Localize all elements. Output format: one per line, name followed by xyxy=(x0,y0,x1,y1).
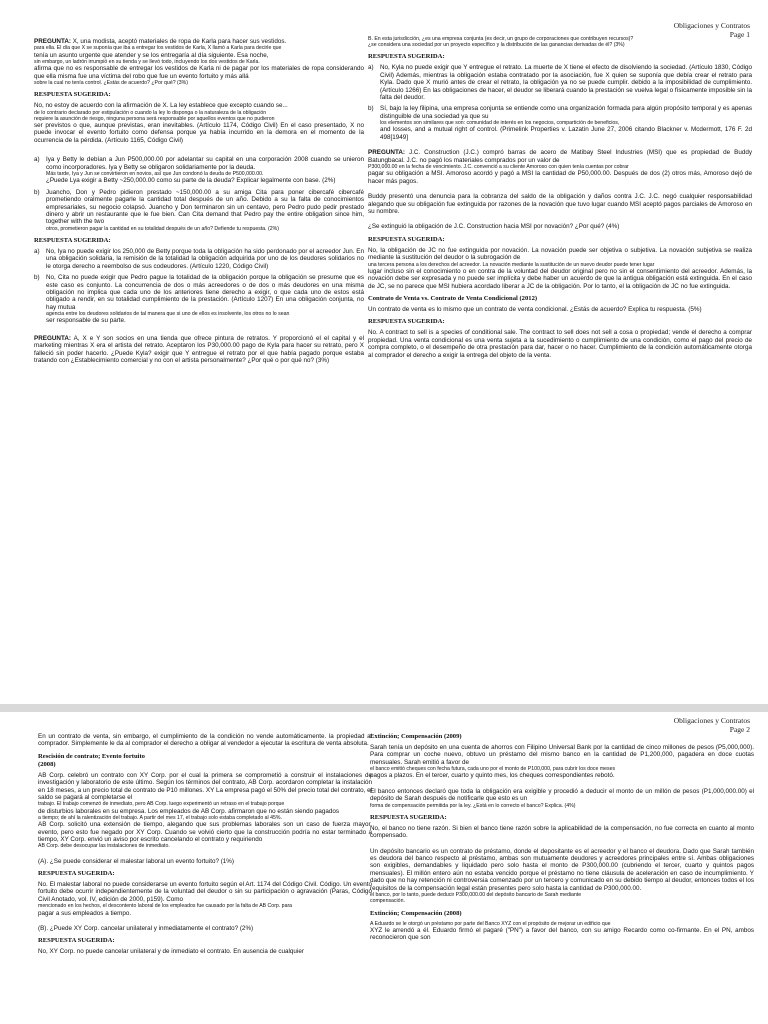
text-line: de disturbios laborales en su empresa. Los empleados de AB Corp. afirmaron que no están siendo pagados xyxy=(38,807,340,815)
left-column xyxy=(34,38,364,702)
text-line: el consentimiento del acreedor. Además, la novación debe ser expresada y no puede ser implícita xyxy=(368,267,752,283)
text-line: quintos pagos mensuales). El millón entero aún no estaba vencido porque el préstamo no tiene xyxy=(370,862,754,877)
text-line: ser responsable de su parte. xyxy=(46,317,126,325)
text-line: ¿se considera una sociedad por un proyecto específico y la distribución de las ganancias derivadas de él? (3%) xyxy=(368,42,625,49)
text-line: o subjetiva. La novación subjetiva se realiza mediante la sustitución del deudor o la subrogación de xyxy=(368,246,752,262)
question-item-a xyxy=(34,156,364,184)
text-line: J.C. Construction (J.C.) compró barras de acero de Matibay Steel Industries (MSI) xyxy=(408,149,663,157)
text-line: No, Cita no puede exigir que Pedro pague la totalidad de la obligación porque la obligación xyxy=(46,274,307,282)
text-line: requiere la asunción de riesgo, ninguna persona será responsable por aquellos eventos que no pudieron xyxy=(34,115,275,122)
text-line: debido a la imposibilidad de cumplimiento. (Artículo 1266) En las obligaciones de hacer, el deudor xyxy=(380,79,752,94)
answer-block xyxy=(34,102,364,144)
answer-heading: RESPUESTA SUGERIDA: xyxy=(368,235,445,243)
question-block xyxy=(368,193,752,215)
text-line: automáticamente otorga al comprador el derecho a exigir la entrega del objeto de la venta. xyxy=(368,344,752,359)
text-line: ser previstos o que, aunque previstas, eran inevitables. (Artículo 1174, Código Civil) En el caso xyxy=(34,122,312,130)
text-line: desempeño de otra prestación para dar, hacer o no hacer. Cumplimiento de la condición xyxy=(432,344,682,352)
text-line: sin un centavo, pero Pedro pudo pedir prestado dinero y abrir un restaurante que le fue bien. xyxy=(46,203,364,218)
question-lead: PREGUNTA: xyxy=(368,149,405,157)
text-line: sobre la cual no tenía control. ¿Estás de acuerdo? ¿Por qué? (3%) xyxy=(34,80,188,87)
text-line: con su amigo Recardo como co-firmante. En el PN, ambos reconocieron que son xyxy=(370,926,754,942)
left-column xyxy=(38,733,372,1024)
text-line: Buddy presentó una denuncia para la cobranza del saldo de la obligación y daños contra xyxy=(368,193,632,201)
text-line: ¿Establecimiento comercial y no con el artista personalmente? ¿Por qué o por qué no? (3%) xyxy=(70,357,330,364)
answer-block xyxy=(368,329,752,359)
answer-heading: RESPUESTA SUGERIDA: xyxy=(34,91,111,99)
item-label: a) xyxy=(368,64,374,72)
answer-heading: RESPUESTA SUGERIDA: xyxy=(34,236,111,244)
header-page-number: Page 2 xyxy=(729,725,750,734)
header-page-number: Page 1 xyxy=(729,30,750,39)
text-line: P300,000.00 en la fecha de vencimiento. J.C. convenció a su cliente Amoroso con quien tenía cuentas por cobrar xyxy=(368,164,629,171)
item-label: b) xyxy=(34,188,40,196)
text-line: perdonado por el acreedor Jun. En una obligación solidaria, la remisión de la totalidad xyxy=(46,247,364,263)
answer-heading: RESPUESTA SUGERIDA: xyxy=(368,53,445,61)
text-line: una tercera persona a los derechos del acreedor. La novación mediante la sustitución de un nuevo deudor puede tener lugar xyxy=(368,261,655,268)
text-line: Juancho, Don y Pedro pidieron prestado ~150,000.00 a su amiga Cita para poner cibercafé xyxy=(46,188,335,196)
section-heading: Contrato de Venta vs. Contrato de Venta Condicional (2012) xyxy=(368,294,538,302)
text-line: instalaciones de investigación y laboratorio de este último. Según los términos del contrato, AB Corp. xyxy=(38,771,372,787)
text-line: el capital y el marketing mientras X era el artista del retrato. Aceptaron los P30,000.00 xyxy=(34,334,364,350)
question-block xyxy=(370,788,754,809)
text-block xyxy=(38,733,372,748)
text-line: pagos a plazos. En el tercer, cuarto y quinto mes, los cheques correspondientes xyxy=(370,772,594,780)
answer-item-a xyxy=(368,64,752,101)
question-text: (B). ¿Puede XY Corp. cancelar unilateral y inmediatamente el contrato? (2%) xyxy=(38,924,254,932)
item-text xyxy=(46,248,364,270)
text-line: No, el banco no tiene razón. Si bien el banco tiene razón sobre la aplicabilidad de xyxy=(370,824,602,832)
text-line: la obligación de JC no fue extinguida. xyxy=(625,282,731,290)
text-line: los requisitos de la compensación legal están presentes pero solo hasta la cantidad de P300,000.00. xyxy=(370,877,754,892)
text-line: Kyla. Dado que X murió antes de crear el retrato, la obligación ya no se puede cumplir. xyxy=(380,79,630,87)
text-line: Código. Un evento fortuito debe ocurrir independientemente de la voluntad del deudor o sin su xyxy=(38,881,372,896)
text-line: En un contrato de venta, sin embargo, el cumplimiento de la condición no vende automáticamente. xyxy=(38,733,327,740)
text-line: B. En esta jurisdicción, ¿es una empresa conjunta (es decir, un grupo de corporaciones que contribuyen recursos)? xyxy=(368,36,634,42)
text-line: ¿Puede Lya exigir a Betty ~250,000.00 como su parte de la deuda? Explicar legalmente con base. (2%) xyxy=(46,177,336,185)
question-block xyxy=(370,744,754,780)
text-line: deudora. Dado que Sarah también es deudora del banco respecto al préstamo, ambas son mutuamente xyxy=(370,847,754,863)
text-line: afirma que no es responsable de entregar los vestidos de Karla ni de pagar por los materiales de ropa xyxy=(34,65,325,73)
section-heading: Rescisión de contrato; Evento fortuito xyxy=(38,752,145,760)
text-line: más deudores en una misma obligación no implica que cada uno de los anteriores xyxy=(46,281,364,296)
question-block xyxy=(38,772,372,850)
text-line: ejecutar la escritura de venta absoluta. xyxy=(260,740,369,748)
text-line: No. El malestar laboral no puede considerarse un evento fortuito según el Art. 1174 del Código Civil. xyxy=(38,881,318,889)
item-label: a) xyxy=(34,156,40,164)
text-line: en la demora en el momento de la ocurrencia de la pérdida. (Artículo 1165, Código Civil) xyxy=(34,129,364,144)
item-text xyxy=(46,189,364,232)
text-line: Un contrato de venta es lo mismo que un contrato de venta condicional. ¿Estás de acuerdo? Explica tu xyxy=(368,305,656,313)
text-line: la compensación, no fue correcta en cuanto al monto compensado. xyxy=(370,824,754,840)
question-text: ¿Se extinguió la obligación de J.C. Construction hacia MSI por novación? ¿Por qué? (4%) xyxy=(368,223,620,231)
text-line: disolviendo la sociedad. (Artículo 1830, Código Civil) Además, mientras la obligación estaba xyxy=(380,64,752,79)
right-column xyxy=(370,733,754,1024)
text-line: la cantidad de P1,200,000, pagadera en doce cuotas mensuales. Sarah emitió a favor de xyxy=(370,751,754,766)
page-header xyxy=(674,716,750,734)
text-line: la novación que tuvo lugar cuando MSI aceptó pagos parciales de Amoroso en su nombre. xyxy=(368,200,752,215)
text-line: de lo contrario declarado por estipulación o cuando la ley lo disponga o la naturaleza de la obligación xyxy=(34,109,267,116)
text-line: de sus codeudores. (Artículo 1220, Código Civil) xyxy=(133,262,269,270)
text-line: dos (2) otros más, Amoroso dejó de hacer más pagos. xyxy=(368,170,752,185)
text-line: AB Corp. celebró un contrato con XY Corp. por el cual la primera se comprometió a construir el xyxy=(38,771,323,779)
header-title: Obligaciones y Contratos xyxy=(673,716,750,725)
question-block xyxy=(34,38,364,86)
text-line: and losses, and a mutual right of control. (Primelink Properties v. Lazatin June 27, xyxy=(380,126,616,134)
question-block xyxy=(368,36,752,48)
text-line: liquidado pero solo hasta el monto de P300,000.00 (cubriendo el tercer, cuarto y xyxy=(462,862,710,870)
text-line: tenía un asunto urgente que atender y se los entregaría al día siguiente. Esa noche, xyxy=(34,51,269,59)
answer-heading: RESPUESTA SUGERIDA: xyxy=(368,318,445,326)
text-line: sin embargo, un ladrón irrumpió en su tienda y se llevó todo, incluyendo los dos vestidos de Karla. xyxy=(34,59,260,66)
question-item-b xyxy=(34,189,364,232)
text-line: se liberará cuando la prestación se vuelva legal o físicamente imposible sin xyxy=(534,86,746,94)
text-line: pagar su obligación a MSI. Amoroso acordó y pagó a MSI la cantidad de P50,000.00. Después de xyxy=(368,170,648,178)
text-line: a tiempo; de ahí la ralentización del trabajo. A partir del mes 17, el trabajo solo estaba completado al 45%. xyxy=(38,815,282,822)
text-line: millones de pesos (P5,000,000). Para comprar un coche nuevo, obtuvo un préstamo del mismo banco en xyxy=(370,744,754,759)
item-text xyxy=(380,105,752,141)
section-heading: Extinción; Compensación (2008) xyxy=(370,909,462,917)
item-label: b) xyxy=(368,105,374,113)
text-line: la propiedad al comprador. Simplemente le da al comprador el derecho a obligar al vendedor a xyxy=(38,733,372,748)
question-lead: PREGUNTA: xyxy=(34,38,71,45)
answer-heading: RESPUESTA SUGERIDA: xyxy=(38,937,115,945)
text-line: No, Iya no puede exigir los 250,000 de Betty porque toda la obligación ha sido xyxy=(46,247,265,255)
answer-item-a xyxy=(34,248,364,270)
item-text xyxy=(46,274,364,325)
text-line: participación o agravación (Paras, Código Civil Anotado, vol. IV, edición de 2000, p159). Como xyxy=(38,888,372,903)
text-line: presentado, X no puede invocar el evento fortuito como defensa porque ya había incurrido xyxy=(34,122,364,137)
text-line: deudores y acreedores principales entre sí. Ambas obligaciones son exigibles, demandables y xyxy=(370,855,754,870)
text-line: lugar incluso sin el conocimiento o en contra de la voluntad del deudor original pero no sin xyxy=(368,267,628,275)
text-line: AB Corp. debe desocupar las instalaciones de inmediato. xyxy=(38,843,170,850)
answer-item-b xyxy=(34,274,364,325)
text-line: el banco emitió cheques con fecha futura, cada uno por el monto de P100,000, para cubrir los doce meses xyxy=(370,766,616,773)
text-line: Can Cita demand that Pedro pay the entire obligation since him, together with the two xyxy=(46,210,364,226)
text-line: la obligación adquirida por uno de los deudores solidarios no le otorga derecho a reembolso xyxy=(46,255,364,270)
text-line: 2006 citando Blackner v. Mcdermott, 176 F. 2d 498[1949] xyxy=(380,126,752,141)
text-line: Sarah tenía un depósito en una cuenta de ahorros con Filipino Universal Bank por la cantidad de cinco xyxy=(370,744,661,751)
answer-heading: RESPUESTA SUGERIDA: xyxy=(370,813,447,821)
item-text xyxy=(380,64,752,101)
page-separator xyxy=(0,704,768,712)
text-line: forma de compensación permitida por la ley. ¿Está en lo correcto el banco? Explica. (4%) xyxy=(370,802,576,809)
text-line: comenzado por un tercero y comunicado en su debido tiempo al deudor, entonces todos el xyxy=(489,877,745,885)
answer-heading: RESPUESTA SUGERIDA: xyxy=(38,870,115,878)
answer-block xyxy=(38,881,372,917)
text-line: el banco, por lo tanto, puede deducir P300,000.00 del depósito bancario de Sarah mediante xyxy=(370,892,582,899)
text-line: se unieron como incorporadores. Iya y Betty se obligaron solidariamente por la deuda. xyxy=(46,156,364,171)
text-line: cosa o propiedad; vende el derecho a comprar propiedad. Una venta condicional es una venta sujeta a la xyxy=(368,329,752,344)
text-line: rebotó. xyxy=(595,772,615,780)
item-label: a) xyxy=(34,247,40,255)
right-column xyxy=(368,36,752,702)
text-line: compensación. xyxy=(370,898,405,905)
text-line: respuesta. (5%) xyxy=(657,305,702,313)
header-title: Obligaciones y Contratos xyxy=(673,21,750,30)
question-block xyxy=(368,149,752,185)
text-line: evento, pero esto fue negado por XY Corp. Cuando se volvió cierto que la construcción podría xyxy=(38,828,311,836)
document-page-2 xyxy=(0,712,768,1024)
text-line: agencia entre los deudores solidarios de tal manera que si uno de ellos es insolvente, los otros no lo sean xyxy=(46,311,290,318)
text-line: AB Corp. solicitó una extensión de tiempo, alegando que sus problemas laborales son un caso de fuerza mayor. xyxy=(38,821,372,829)
text-line: mencionado en los hechos, el descontento laboral de los empleados fue causado por la falta de AB Corp. para xyxy=(38,903,293,910)
question-block xyxy=(370,921,754,942)
text-line: no estar terminado a tiempo, XY Corp. envió un aviso por escrito cancelando el contrato y requiriendo xyxy=(38,828,372,844)
text-line: Un depósito bancario es un contrato de préstamo, donde el depositante es el acreedor y el banco el xyxy=(370,847,655,855)
answer-block xyxy=(368,247,752,290)
text-line: cláusula de aceleración en caso de incumplimiento. Y dado que no hay retención ni controversia xyxy=(370,869,754,885)
text-line: un millón de pesos (P1,000,000.00) el depósito de Sarah después de notificarle que esto es un xyxy=(370,787,754,803)
text-line: pagar a sus empleados a tiempo. xyxy=(38,909,132,917)
text-line: que es propiedad de Buddy Batungbacal. J.C. no pagó los materiales comprados por un valor de xyxy=(368,149,752,164)
text-line: No. A contract to sell is a species of conditional sale. The contract to sell does not sell a xyxy=(368,329,618,337)
text-line: A Eduardo se le otorgó un préstamo por parte del Banco XYZ con el propósito de mejorar un edificio que xyxy=(370,920,611,927)
text-line: J.C. J.C. negó cualquier responsabilidad alegando que su obligación fue extinguida por razones de xyxy=(368,193,752,208)
text-line: A, X e Y son socios en una tienda que ofrece pintura de retratos. Y proporcionó el xyxy=(73,334,321,342)
question-block xyxy=(34,335,364,365)
question-block xyxy=(368,306,752,313)
text-line: otros, prometieron pagar la cantidad en su totalidad después de un año? Defiende tu respuesta. (2%) xyxy=(46,225,280,232)
text-line: No, no estoy de acuerdo con la afirmación de X. La ley establece que excepto cuando se... xyxy=(34,102,288,110)
text-line: Iya y Betty le debían a Jun P500,000.00 por adelantar su capital en una corporación 2008 cuando xyxy=(46,156,332,164)
section-heading: Extinción; Compensación (2009) xyxy=(370,733,462,740)
text-line: y debe haber un acuerdo de que la antigua obligación está extinguida. En el caso de JC, se xyxy=(368,275,752,290)
text-line: cibercafé prometiendo oralmente pagarle la cantidad total después de un año. Debido a su xyxy=(46,188,364,204)
text-line: pago de Kyla para hacer su retrato, pero X falleció sin poder hacerlo. ¿Puede Kyla? xyxy=(34,342,364,357)
answer-block xyxy=(370,848,754,905)
text-line: Sí, bajo la ley filipina, una empresa conjunta se entiende como una organización formada xyxy=(380,105,631,113)
answer-item-b xyxy=(368,105,752,141)
text-line: se presume que es este caso es conjunto. La concurrencia de dos o más acreedores o de dos o xyxy=(46,274,364,289)
text-line: No, la obligación de JC no fue extinguida por novación. La novación puede ser objetiva xyxy=(368,246,622,254)
text-line: Más tarde, Iya y Jun se convirtieron en novios, así que Jun condonó la deuda de P500,000.00. xyxy=(46,171,264,178)
text-line: No, Kyla no puede exigir que Y entregue el retrato. La muerte de X tiene el efecto de xyxy=(380,64,619,72)
text-line: la falta de conocimientos empresariales, su negocio colapsó. Juancho y Don terminaron xyxy=(46,196,364,211)
text-line: considerando que ella misma fue una víctima del robo que fue un evento fortuito y más allá xyxy=(34,65,364,80)
text-line: los elementos son similares que son: comunidad de interés en los negocios, compartición de beneficios, xyxy=(380,120,620,127)
text-line: contratado por la asociación, fue X quien se suponía que debía crear el retrato para xyxy=(509,71,752,79)
text-line: XYZ le arrendó a él. Eduardo firmó el pagaré ("PN") a favor del banco, xyxy=(370,926,579,934)
answer-block xyxy=(370,825,754,840)
item-text xyxy=(46,156,364,184)
text-line: X, una modista, aceptó materiales de ropa de Karla para hacer sus vestidos. xyxy=(72,38,287,45)
text-line: para ella. El día que X se suponía que iba a entregar los vestidos de Karla, X llamó a Karla para decirle que xyxy=(34,45,282,52)
text-line: no parece que MSI hubiera acordado liberar a JC de la obligación. Por lo tanto, el xyxy=(396,282,624,290)
text-line: sucedimiento o cumplimiento de una condición, como el pago del precio de compra completo, o el xyxy=(368,336,752,352)
question-lead: PREGUNTA: xyxy=(34,334,71,342)
text-line: El banco entonces declaró que toda la obligación era exigible y procedió a deducir el monto de xyxy=(370,787,643,795)
item-label: b) xyxy=(34,274,40,282)
text-line: la falta del deudor. xyxy=(380,86,752,102)
text-line: La empresa pagó el 50% del precio total del contrato, el saldo se pagará al completarse el xyxy=(38,786,372,802)
text-line: exigir que Y entregue el retrato por el que había pagado porque estaba tratando con xyxy=(34,349,364,364)
text-line: trabajo. El trabajo comenzó de inmediato, pero AB Corp. luego experimentó un retraso en el trabajo porque xyxy=(38,801,285,808)
section-year: (2008) xyxy=(38,760,56,768)
text-line: para algún propósito temporal y es apenas distinguible de una sociedad ya que su xyxy=(380,105,752,120)
answer-text: No, XY Corp. no puede cancelar unilateral y de inmediato el contrato. En ausencia de cualquier xyxy=(38,948,304,956)
text-line: tiene derecho a exigir, o que cada uno de estos está obligado a rendir, en su totalidad xyxy=(46,288,364,304)
text-line: acordaron completar la instalación en 18 meses, a un precio total de contrato de P10 millones. XY xyxy=(38,779,372,794)
text-line: cumplimiento de la prestación. (Artículo 1207) En una obligación conjunta, no hay mutua xyxy=(46,296,364,311)
question-text: (A). ¿Se puede considerar el malestar laboral un evento fortuito? (1%) xyxy=(38,857,235,865)
